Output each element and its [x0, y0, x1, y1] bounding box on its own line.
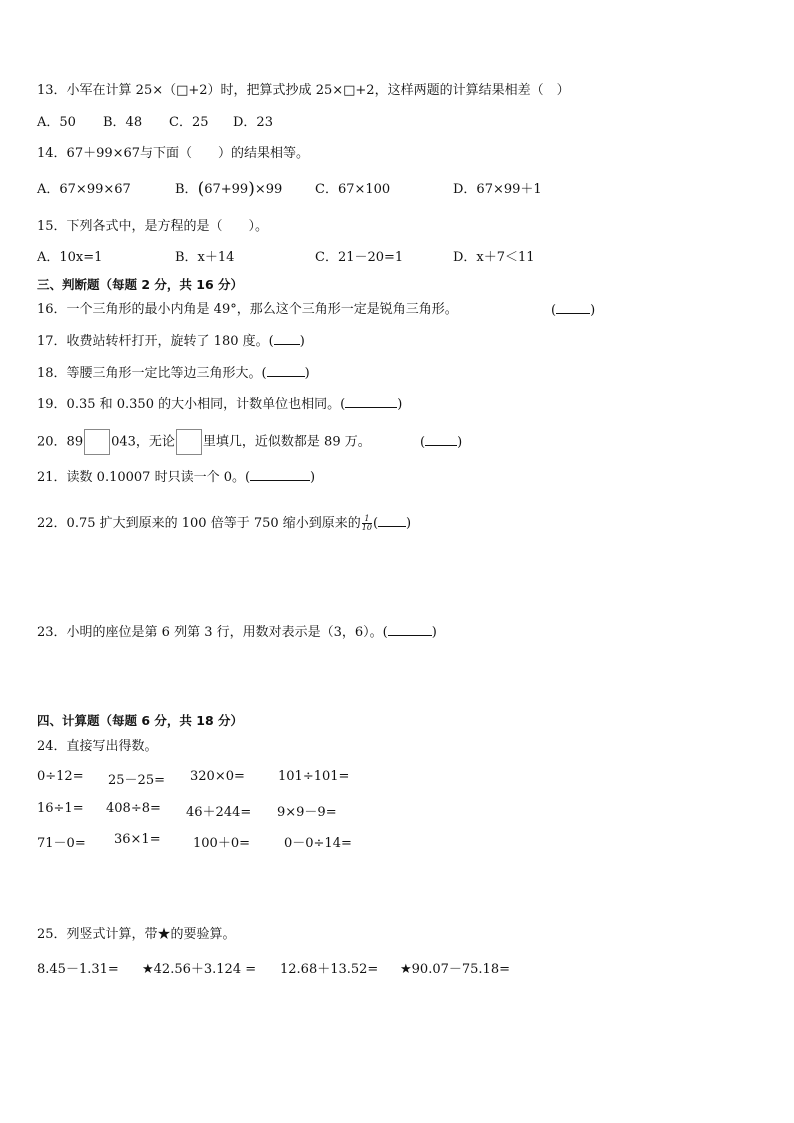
question-20-answer: [420, 433, 462, 450]
option-a: A．50: [37, 115, 76, 130]
question-14-options: [37, 180, 542, 199]
close-paren: ): [397, 397, 403, 412]
question-20-text-2: 043，无论: [111, 434, 175, 450]
question-23-text: 23．小明的座位是第 6 列第 3 行，用数对表示是（3，6）。(: [37, 625, 388, 640]
question-15-options: [37, 249, 535, 267]
close-paren: ): [304, 366, 310, 381]
option-a: A．10x=1: [37, 250, 103, 265]
option-d: D．x＋7＜11: [453, 250, 535, 265]
open-paren: (: [420, 435, 426, 450]
question-13-stem: 13．小军在计算 25×（□+2）时，把算式抄成 25×□+2，这样两题的计算结果相差（ ）: [37, 83, 570, 98]
calc-item: 101÷101=: [278, 769, 350, 784]
option-d: D．67×99＋1: [453, 182, 542, 197]
close-paren: ): [299, 334, 305, 349]
vertical-calc-item: 12.68＋13.52=: [280, 962, 379, 977]
question-18-text: 18．等腰三角形一定比等边三角形大。(: [37, 366, 267, 381]
option-b-suffix: ×99: [254, 182, 283, 197]
calc-item: 36×1=: [114, 832, 161, 847]
option-a: A．67×99×67: [37, 182, 131, 197]
calc-item: 320×0=: [190, 769, 245, 784]
answer-blank[interactable]: [388, 623, 432, 636]
digit-box[interactable]: [176, 429, 202, 455]
question-23: [37, 623, 437, 642]
question-17-text: 17．收费站转杆打开，旋转了 180 度。(: [37, 334, 274, 349]
fraction-numerator: 1: [362, 515, 372, 524]
question-16: [37, 301, 458, 319]
question-25-stem: 25．列竖式计算，带★的要验算。: [37, 927, 236, 942]
question-19-text: 19．0.35 和 0.350 的大小相同，计数单位也相同。(: [37, 397, 346, 412]
option-c: C．67×100: [315, 182, 391, 197]
question-20: [37, 429, 371, 455]
vertical-calc-item: ★90.07－75.18=: [400, 962, 510, 977]
question-14-stem: 14．67＋99×67与下面（ ）的结果相等。: [37, 146, 310, 161]
answer-blank[interactable]: [250, 468, 310, 481]
calc-item: 16÷1=: [37, 801, 84, 816]
question-22-text: 22．0.75 扩大到原来的 100 倍等于 750 缩小到原来的: [37, 516, 361, 531]
option-b: [175, 180, 315, 199]
calc-item: 100＋0=: [193, 836, 250, 851]
question-24-stem: 24．直接写出得数。: [37, 739, 158, 754]
question-15-stem: 15．下列各式中，是方程的是（ ）。: [37, 219, 269, 234]
question-20-text-3: 里填几，近似数都是 89 万。: [202, 434, 371, 450]
open-paren: (: [197, 179, 205, 199]
close-paren: ): [406, 516, 412, 531]
answer-blank[interactable]: [267, 364, 305, 377]
calc-item: 408÷8=: [106, 801, 161, 816]
calc-item: 71－0=: [37, 836, 86, 851]
question-13-options: [37, 114, 273, 132]
answer-blank[interactable]: [556, 301, 590, 314]
question-22: [37, 514, 411, 533]
answer-blank[interactable]: [345, 395, 397, 408]
option-b: B．x＋14: [175, 250, 235, 265]
calc-item: 25－25=: [108, 773, 165, 788]
close-paren: ): [310, 470, 316, 485]
question-21-text: 21．读数 0.10007 时只读一个 0。(: [37, 470, 251, 485]
option-b-inner: 67+99: [204, 182, 249, 197]
close-paren: ): [590, 303, 596, 318]
option-d: D．23: [233, 115, 273, 130]
calc-item: 9×9－9=: [277, 805, 337, 820]
question-21: [37, 468, 315, 487]
question-19: [37, 395, 402, 414]
calc-item: 0－0÷14=: [284, 836, 352, 851]
option-c: C．21－20=1: [315, 250, 404, 265]
section-3-title: 三、判断题（每题 2 分，共 16 分）: [37, 277, 244, 292]
option-c: C．25: [169, 115, 209, 130]
fraction-denominator: 10: [361, 523, 372, 532]
option-b-label: B．: [175, 182, 198, 197]
answer-blank[interactable]: [425, 433, 457, 446]
vertical-calc-item: 8.45－1.31=: [37, 962, 119, 977]
calc-item: 0÷12=: [37, 769, 84, 784]
vertical-calc-item: ★42.56＋3.124 =: [142, 962, 257, 977]
close-paren: ): [431, 625, 437, 640]
question-20-text-1: 20．89: [37, 434, 84, 450]
question-16-answer: [551, 301, 595, 318]
close-paren: ): [457, 435, 463, 450]
question-17: [37, 332, 305, 351]
fraction: [362, 515, 372, 532]
open-paren: (: [551, 303, 557, 318]
section-4-title: 四、计算题（每题 6 分，共 18 分）: [37, 713, 244, 728]
close-paren: ): [248, 179, 255, 199]
question-18: [37, 364, 310, 383]
calc-item: 46＋244=: [186, 805, 252, 820]
answer-blank[interactable]: [378, 514, 406, 527]
open-paren: (: [372, 516, 379, 531]
question-16-text: 16．一个三角形的最小内角是 49°，那么这个三角形一定是锐角三角形。: [37, 302, 458, 317]
digit-box[interactable]: [84, 429, 110, 455]
answer-blank[interactable]: [274, 332, 300, 345]
option-b: B．48: [103, 115, 143, 130]
